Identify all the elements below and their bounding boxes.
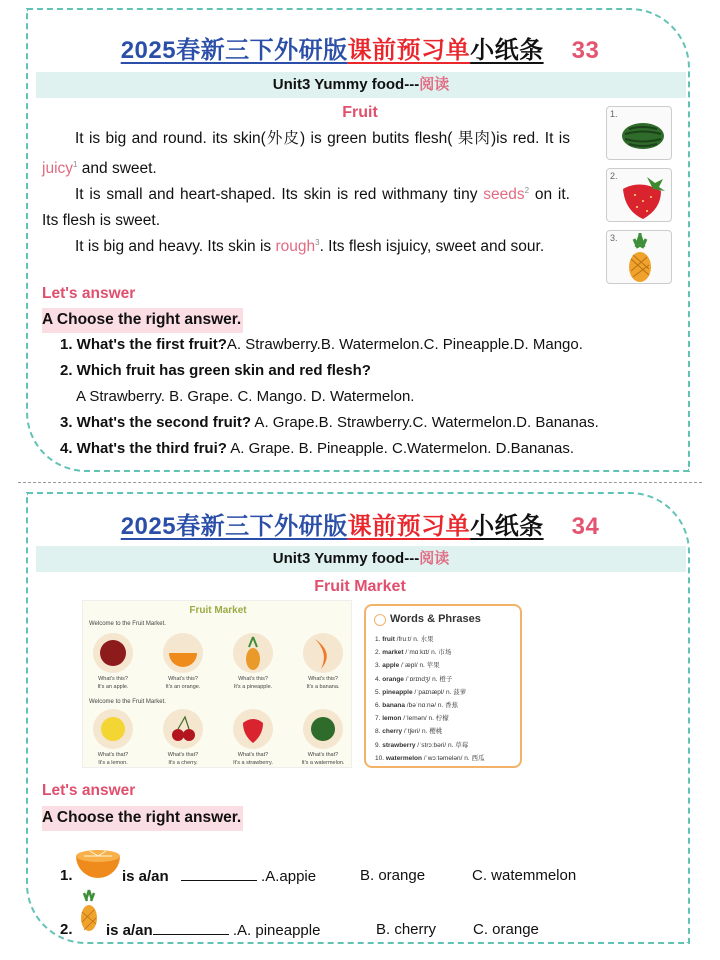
- choose-instruction: A Choose the right answer.: [42, 308, 243, 333]
- orange-icon: [74, 842, 122, 882]
- words-phrases-box: Words & Phrases 1. fruit /fruːt/ n. 水果 2. market /ˈmɑːkɪt/ n. 市场 3. apple /ˈæpl/ n. 苹果 4. orange /ˈɒrɪndʒ/ n. 橙子 5. pineapple /ˈpaɪnæpl/ n. 菠萝 6. banana /bəˈnɑːnə/ n. 香蕉 7. lemon /ˈlemən/ n. 柠檬 8. cherry /ˈtʃeri/ n. 樱桃 9. strawberry /ˈstrɔːbəri/ n. 草莓 10. watermelon /ˈwɔːtəmelən/ n. 西瓜: [364, 604, 522, 768]
- option-c: C. orange: [473, 921, 539, 938]
- vocab-item: 4. orange /ˈɒrɪndʒ/ n. 橙子: [375, 675, 453, 683]
- reading-title: Fruit: [342, 104, 378, 121]
- words-icon: [374, 614, 386, 626]
- vocab-item: 2. market /ˈmɑːkɪt/ n. 市场: [375, 649, 452, 657]
- unit-bar: Unit3 Yummy food---阅读: [36, 72, 686, 98]
- reading-title: Fruit Market: [314, 578, 406, 595]
- answer-blank-1[interactable]: [181, 867, 257, 881]
- question-2-options: A Strawberry. B. Grape. C. Mango. D. Watermelon.: [76, 388, 415, 405]
- pineapple-icon: [246, 648, 260, 670]
- vocab-item: 3. apple /ˈæpl/ n. 苹果: [375, 662, 440, 670]
- fruit-picture-3: 3.: [606, 230, 672, 284]
- vocab-item: 10. watermelon /ˈwɔːtəmelən/ n. 西瓜: [375, 754, 485, 762]
- fruit-picture-1: 1.: [606, 106, 672, 160]
- lemon-icon: [101, 717, 125, 741]
- vocab-item: 6. banana /bəˈnɑːnə/ n. 香蕉: [375, 702, 459, 710]
- watermelon-icon: [311, 717, 335, 741]
- pineapple-icon: [78, 888, 100, 936]
- lets-answer-label: Let's answer: [42, 782, 136, 799]
- answer-blank-2[interactable]: [153, 921, 229, 935]
- card-number: 34: [571, 513, 600, 540]
- question-2: 2. Which fruit has green skin and red flesh?: [60, 362, 371, 379]
- vocab-item: 8. cherry /ˈtʃeri/ n. 樱桃: [375, 728, 443, 736]
- vocab-item: 1. fruit /fruːt/ n. 水果: [375, 636, 434, 643]
- fruit-picture-2: 2.: [606, 168, 672, 222]
- card-34-title: 2025春新三下外研版课前预习单小纸条 34: [120, 513, 600, 540]
- cherry-icon: [172, 729, 184, 741]
- reading-paragraph-1: It is big and round. its skin(外皮) is green butits flesh( 果肉)is red. It is juicy$^1$ and sweet.: [42, 130, 570, 178]
- picture-question-2: 2.: [60, 921, 73, 938]
- vocab-item: 5. pineapple /ˈpaɪnæpl/ n. 菠萝: [375, 688, 467, 696]
- vocab-item: 9. strawberry /ˈstrɔːbəri/ n. 草莓: [375, 741, 469, 749]
- vocab-item: 7. lemon /ˈlemən/ n. 柠檬: [375, 715, 449, 723]
- reading-paragraph-2: It is small and heart-shaped. Its skin is red withmany tiny seeds$^2$ on it. Its flesh is sweet.: [42, 186, 570, 230]
- fruit-market-illustration: Fruit Market Welcome to the Fruit Market. Welcome to the Fruit Market. What's this? It's an apple. What's this? It's an orange. What's this? It's a pineapple. What's this? It's a banana. What's that? It's a lemon. What's that? It's a cherry. What's that? It's a strawberry. What's that? It's a watermelon.: [82, 600, 352, 768]
- choose-instruction: A Choose the right answer.: [42, 806, 243, 831]
- question-1: 1. What's the first fruit?A. Strawberry.B. Watermelon.C. Pineapple.D. Mango.: [60, 336, 583, 353]
- picture-question-1: 1.: [60, 867, 73, 884]
- apple-icon: [100, 640, 126, 666]
- cut-line: [18, 482, 702, 483]
- unit-bar: Unit3 Yummy food---阅读: [36, 546, 686, 572]
- question-3: 3. What's the second fruit? A. Grape.B. Strawberry.C. Watermelon.D. Bananas.: [60, 414, 599, 431]
- card-number: 33: [571, 37, 600, 64]
- question-4: 4. What's the third frui? A. Grape. B. Pineapple. C.Watermelon. D.Bananas.: [60, 440, 575, 457]
- option-c: C. watemmelon: [472, 867, 577, 884]
- option-b: B. orange: [360, 867, 426, 884]
- reading-paragraph-3: It is big and heavy. Its skin is rough$^3$. Its flesh isjuicy, sweet and sour.: [75, 238, 545, 256]
- option-b: B. cherry: [376, 921, 437, 938]
- lets-answer-label: Let's answer: [42, 285, 136, 302]
- card-33-title: 2025春新三下外研版课前预习单小纸条 33: [120, 37, 600, 64]
- vocabulary-list: [375, 633, 484, 765]
